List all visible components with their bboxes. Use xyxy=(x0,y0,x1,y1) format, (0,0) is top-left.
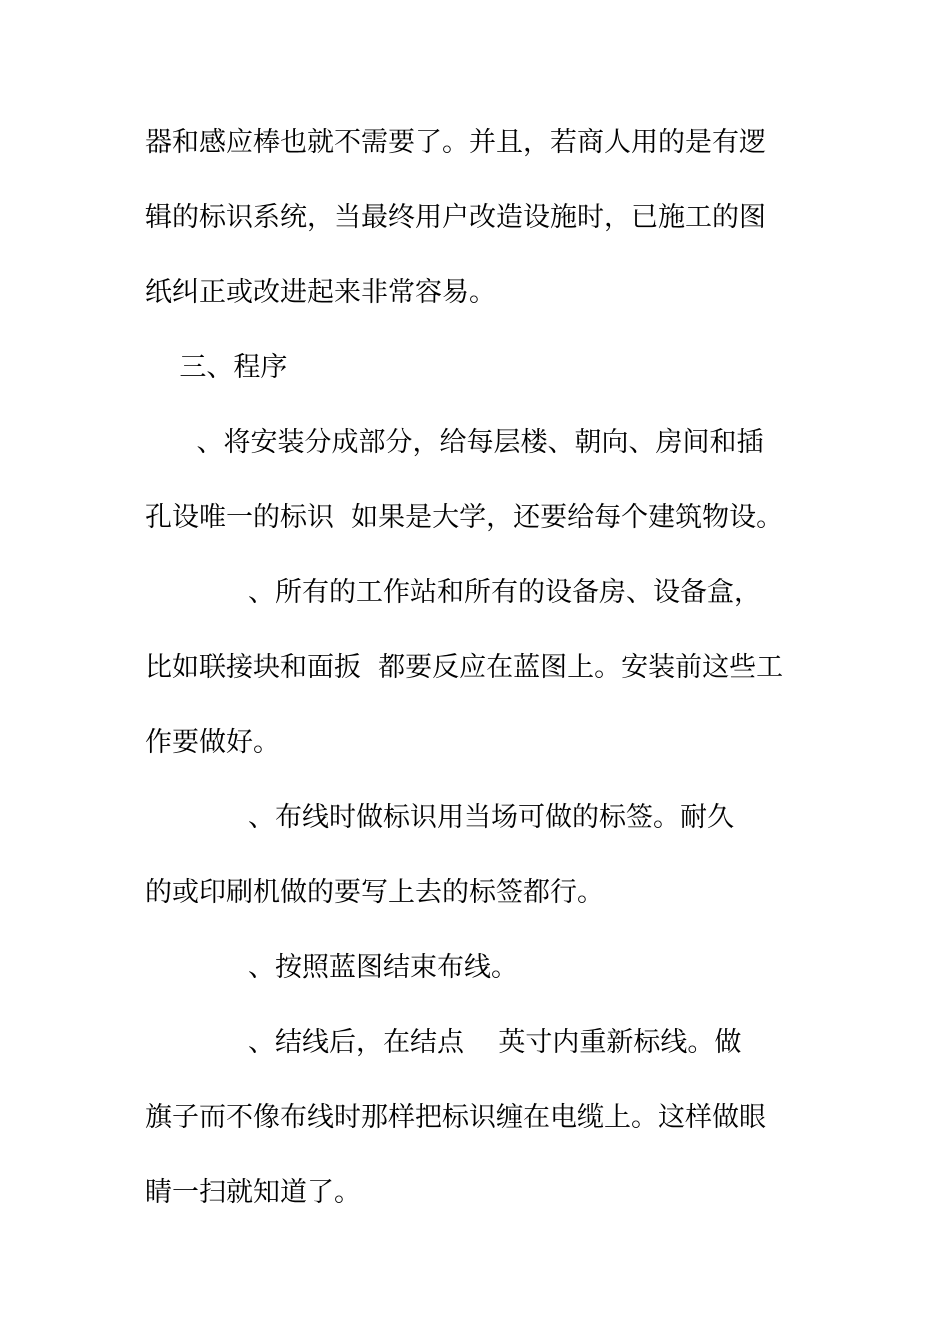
text-line: 辑的标识系统，当最终用户改造设施时，已施工的图 xyxy=(145,202,766,233)
text-line: 、所有的工作站和所有的设备房、设备盒， xyxy=(145,577,761,608)
text-line: 、按照蓝图结束布线。 xyxy=(145,952,518,983)
text-line: 睛一扫就知道了。 xyxy=(145,1177,361,1208)
text-line: 、将安装分成部分，给每层楼、朝向、房间和插 xyxy=(145,427,764,458)
text-line: 、结线后，在结点 英寸内重新标线。做 xyxy=(145,1027,742,1058)
section-heading: 三、程序 xyxy=(145,352,288,383)
text-line: 的或印刷机做的要写上去的标签都行。 xyxy=(145,877,604,908)
text-line: 旗子而不像布线时那样把标识缠在电缆上。这样做眼 xyxy=(145,1102,766,1133)
text-line: 比如联接块和面扳 都要反应在蓝图上。安装前这些工 xyxy=(145,652,784,683)
text-line: 、布线时做标识用当场可做的标签。耐久 xyxy=(145,802,734,833)
text-line: 纸纠正或改进起来非常容易。 xyxy=(145,277,496,308)
text-line: 作要做好。 xyxy=(145,727,280,758)
text-line: 器和感应棒也就不需要了。并且，若商人用的是有逻 xyxy=(145,127,766,158)
text-line: 孔设唯一的标识 如果是大学，还要给每个建筑物设。 xyxy=(145,502,784,533)
